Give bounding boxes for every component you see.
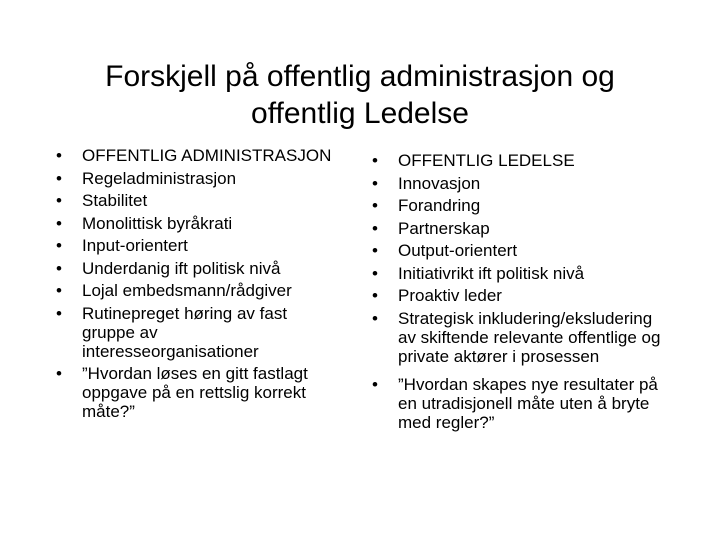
list-item-text: OFFENTLIG ADMINISTRASJON (82, 146, 332, 165)
bullet-icon: • (56, 146, 62, 165)
list-item (56, 304, 336, 361)
list-item (372, 151, 662, 170)
list-item-text: Monolittisk byråkrati (82, 213, 233, 233)
bullet-icon: • (372, 286, 378, 305)
list-item-text: Lojal embedsmann/rådgiver (82, 281, 292, 300)
list-item (56, 259, 336, 278)
bullet-icon: • (372, 173, 378, 193)
list-item (372, 264, 662, 283)
list-item-text: Rutinepreget høring av fast gruppe av interesseorganisationer (82, 303, 288, 361)
list-item-text: Regeladministrasjon (82, 168, 237, 188)
list-item (56, 191, 336, 210)
list-item (56, 236, 336, 255)
list-item (372, 196, 662, 215)
list-item (372, 309, 662, 366)
list-item-text: ”Hvordan løses en gitt fastlagt oppgave på en rettslig korrekt måte?” (82, 364, 308, 421)
list-item-text: Proaktiv leder (398, 286, 502, 305)
list-item (56, 146, 336, 165)
list-item-text: Stabilitet (82, 191, 148, 210)
list-item (372, 286, 662, 305)
list-item-text: Underdanig ift politisk nivå (82, 258, 281, 278)
bullet-icon: • (56, 364, 62, 383)
list-item (372, 174, 662, 193)
bullet-icon: • (56, 236, 62, 255)
list-item (56, 281, 336, 300)
left-column-list (56, 146, 336, 425)
right-column-list (372, 151, 662, 435)
slide-title-line-2: offentlig Ledelse (251, 97, 469, 130)
list-item-text: Partnerskap (398, 218, 490, 238)
list-item (372, 241, 662, 260)
list-item-text: Initiativrikt ift politisk nivå (398, 263, 585, 283)
list-item-text: ”Hvordan skapes nye resultater på en utradisjonell måte uten å bryte med regler?” (398, 374, 658, 432)
bullet-icon: • (56, 213, 62, 233)
list-item-text: Forandring (398, 196, 481, 215)
bullet-icon: • (56, 303, 62, 323)
bullet-icon: • (372, 308, 378, 328)
slide-title-line-1: Forskjell på offentlig administrasjon og (105, 60, 615, 93)
list-item (56, 364, 336, 421)
list-item-text: Innovasjon (398, 173, 481, 193)
list-item-text: Input-orientert (82, 236, 188, 255)
bullet-icon: • (372, 374, 378, 394)
list-item-text: OFFENTLIG LEDELSE (398, 151, 575, 170)
list-item (56, 169, 336, 188)
bullet-icon: • (56, 281, 62, 300)
bullet-icon: • (372, 196, 378, 215)
bullet-icon: • (372, 263, 378, 283)
bullet-icon: • (372, 241, 378, 260)
slide-title (40, 58, 680, 132)
bullet-icon: • (56, 258, 62, 278)
list-item-text: Output-orientert (398, 241, 518, 260)
list-item-text: Strategisk inkludering/eksludering av skiftende relevante offentlige og private aktører i prosessen (398, 308, 661, 366)
bullet-icon: • (372, 151, 378, 170)
list-item (372, 375, 662, 432)
list-item (372, 219, 662, 238)
list-item (56, 214, 336, 233)
bullet-icon: • (372, 218, 378, 238)
bullet-icon: • (56, 168, 62, 188)
bullet-icon: • (56, 191, 62, 210)
